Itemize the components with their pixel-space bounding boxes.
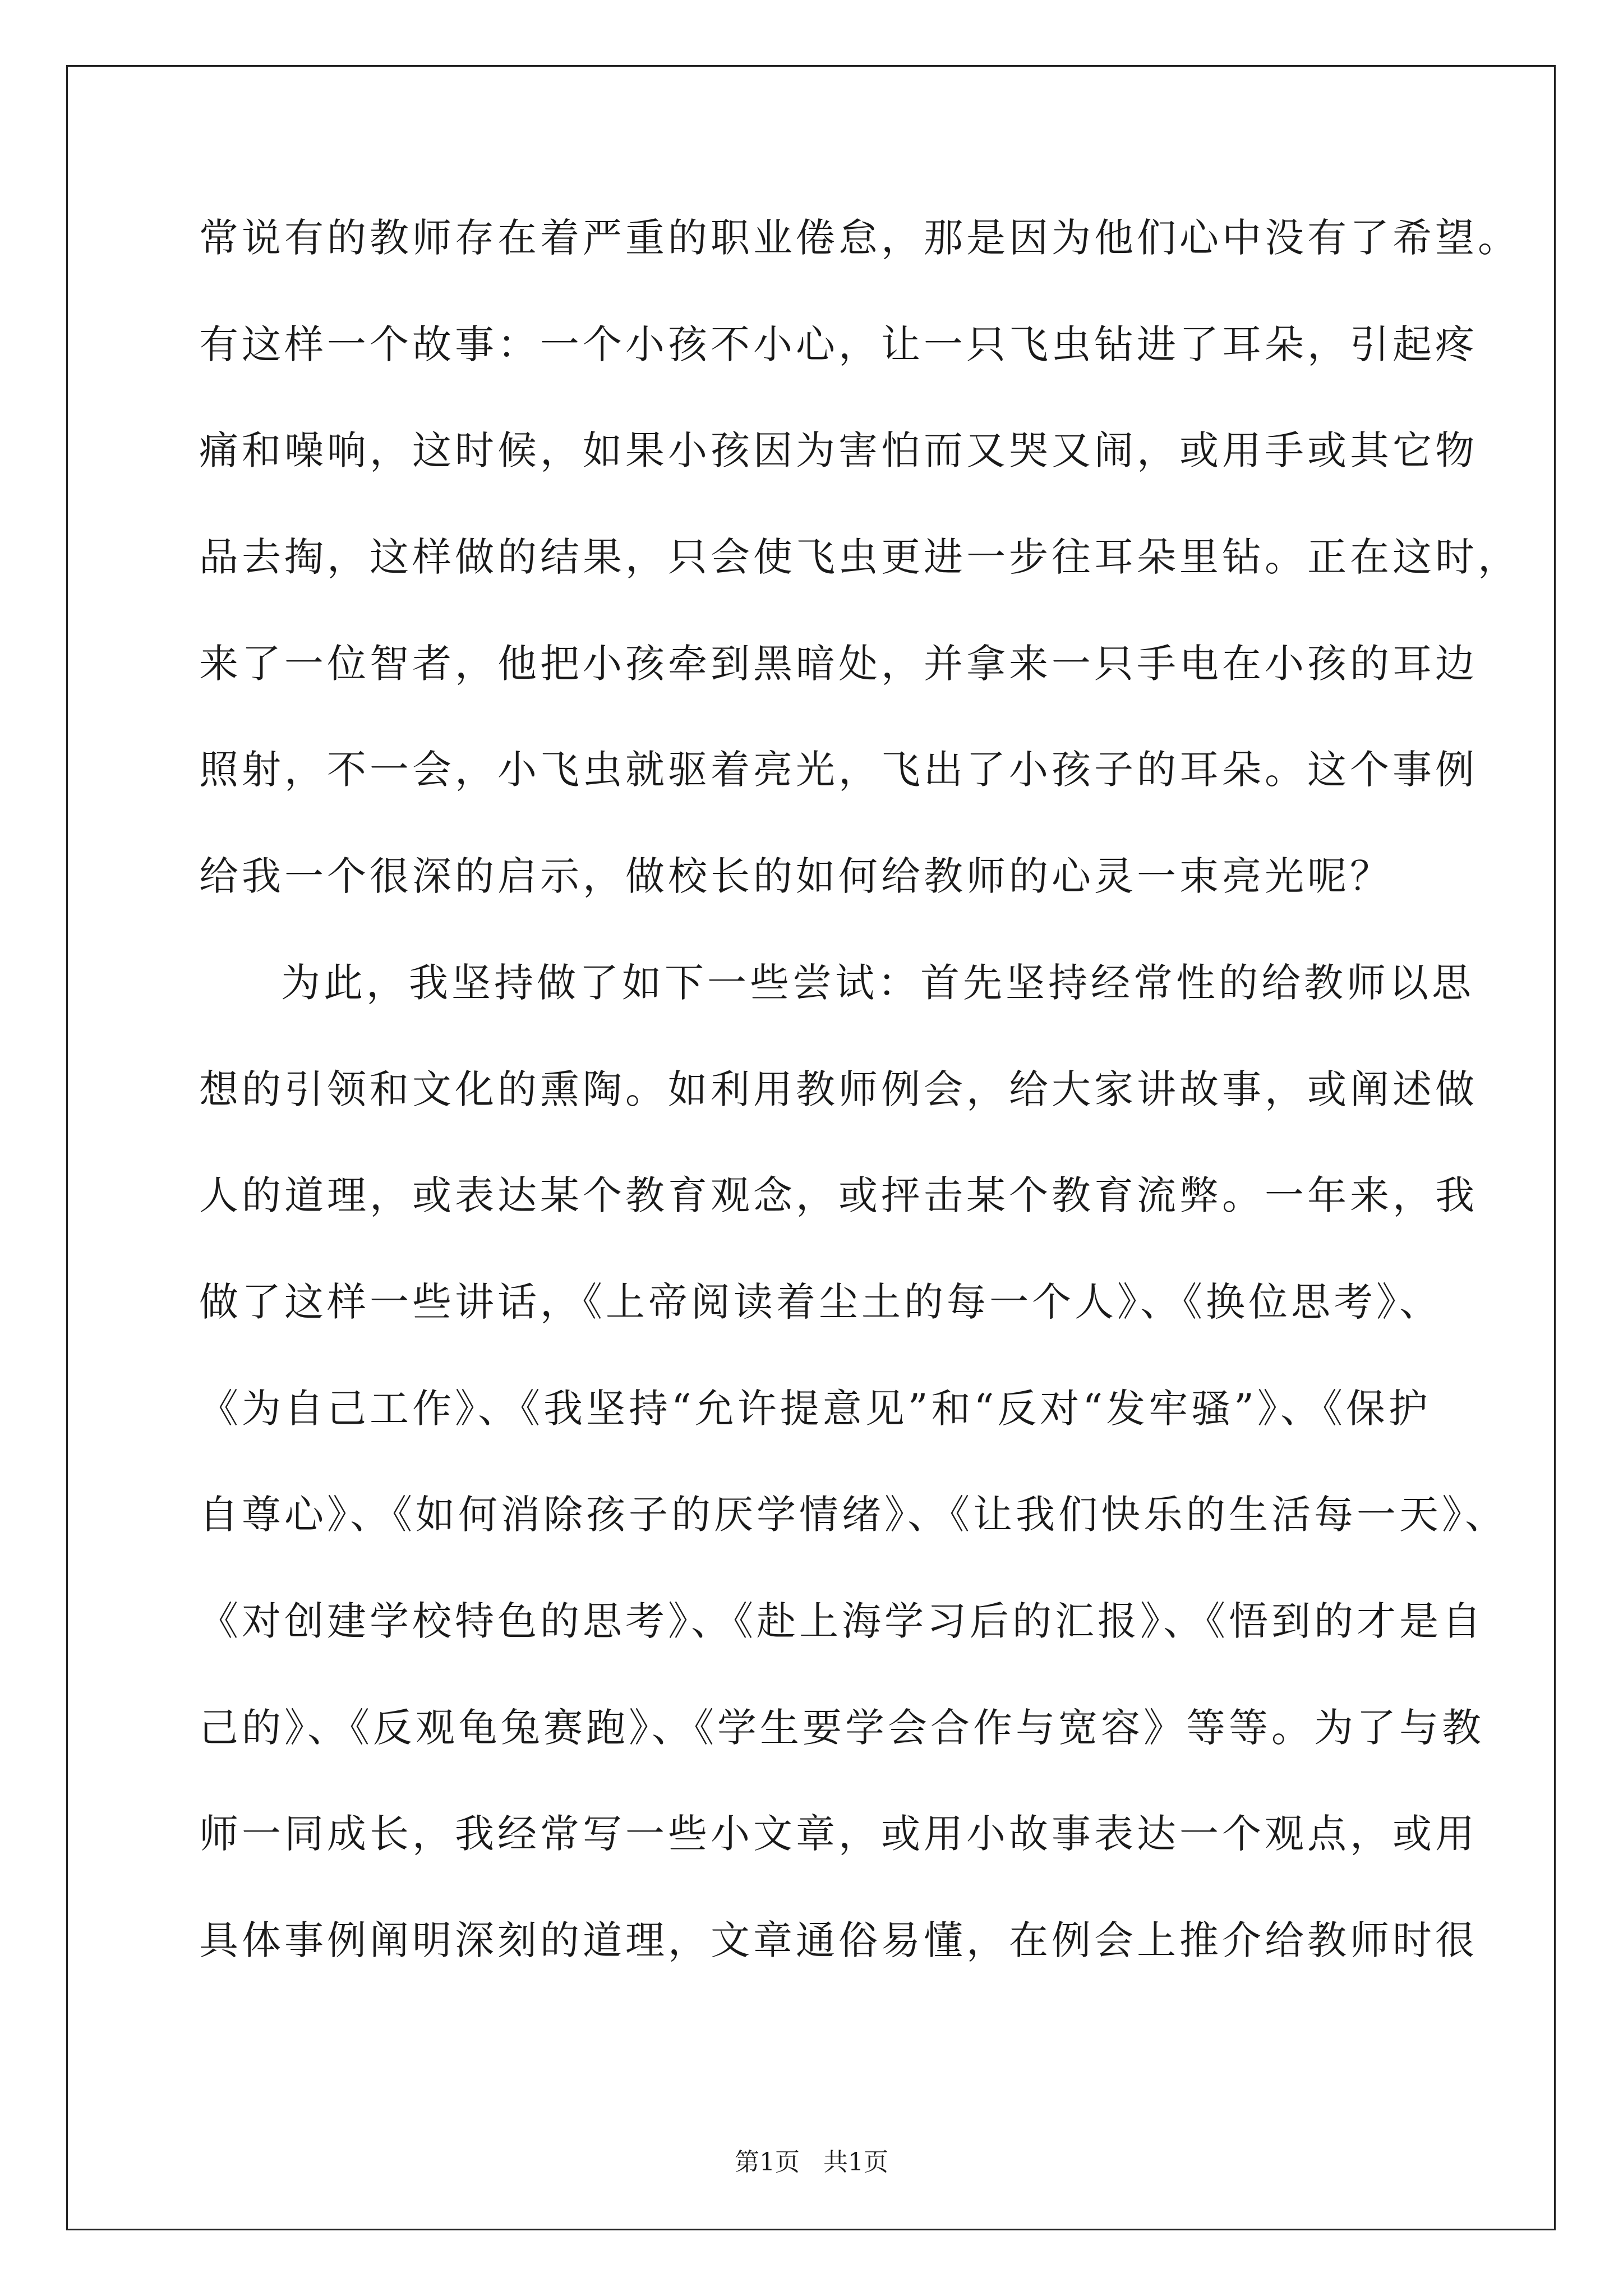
page-number: 第1页 [735, 2148, 800, 2177]
document-body [199, 215, 1520, 2026]
text-line: 有这样一个故事：一个小孩不小心，让一只飞虫钻进了耳朵，引起疼 [199, 321, 1478, 367]
text-line: 具体事例阐明深刻的道理，文章通俗易懂，在例会上推介给教师时很 [199, 1917, 1478, 1963]
text-line: 《对创建学校特色的思考》、《赴上海学习后的汇报》、《悟到的才是自 [199, 1598, 1484, 1644]
text-line: 为此，我坚持做了如下一些尝试：首先坚持经常性的给教师以思 [281, 959, 1474, 1006]
text-line: 自尊心》、《如何消除孩子的厌学情绪》、《让我们快乐的生活每一天》、 [199, 1492, 1507, 1538]
text-line: 师一同成长，我经常写一些小文章，或用小故事表达一个观点，或用 [199, 1811, 1478, 1857]
text-line: 《为自己工作》、《我坚持“允许提意见”和“反对“发牢骚”》、《保护 [199, 1385, 1431, 1432]
text-line: 给我一个很深的启示，做校长的如何给教师的心灵一束亮光呢？ [199, 853, 1393, 900]
text-line: 痛和噪响，这时候，如果小孩因为害怕而又哭又闹，或用手或其它物 [199, 427, 1478, 474]
text-line: 己的》、《反观龟兔赛跑》、《学生要学会合作与宽容》等等。为了与教 [199, 1704, 1484, 1751]
text-line: 人的道理，或表达某个教育观念，或抨击某个教育流弊。一年来，我 [199, 1172, 1478, 1219]
footer-gap [800, 2148, 823, 2177]
text-line: 照射，不一会，小飞虫就驱着亮光，飞出了小孩子的耳朵。这个事例 [199, 747, 1478, 793]
page-footer [0, 2142, 1623, 2178]
text-line: 想的引领和文化的熏陶。如利用教师例会，给大家讲故事，或阐述做 [199, 1066, 1478, 1112]
text-line: 做了这样一些讲话，《上帝阅读着尘土的每一个人》、《换位思考》、 [199, 1278, 1442, 1325]
page-total: 共1页 [823, 2148, 888, 2177]
text-line: 来了一位智者，他把小孩牵到黑暗处，并拿来一只手电在小孩的耳边 [199, 640, 1478, 687]
text-line: 品去掏，这样做的结果，只会使飞虫更进一步往耳朵里钻。正在这时， [199, 534, 1520, 581]
text-line: 常说有的教师存在着严重的职业倦怠，那是因为他们心中没有了希望。 [199, 215, 1520, 261]
